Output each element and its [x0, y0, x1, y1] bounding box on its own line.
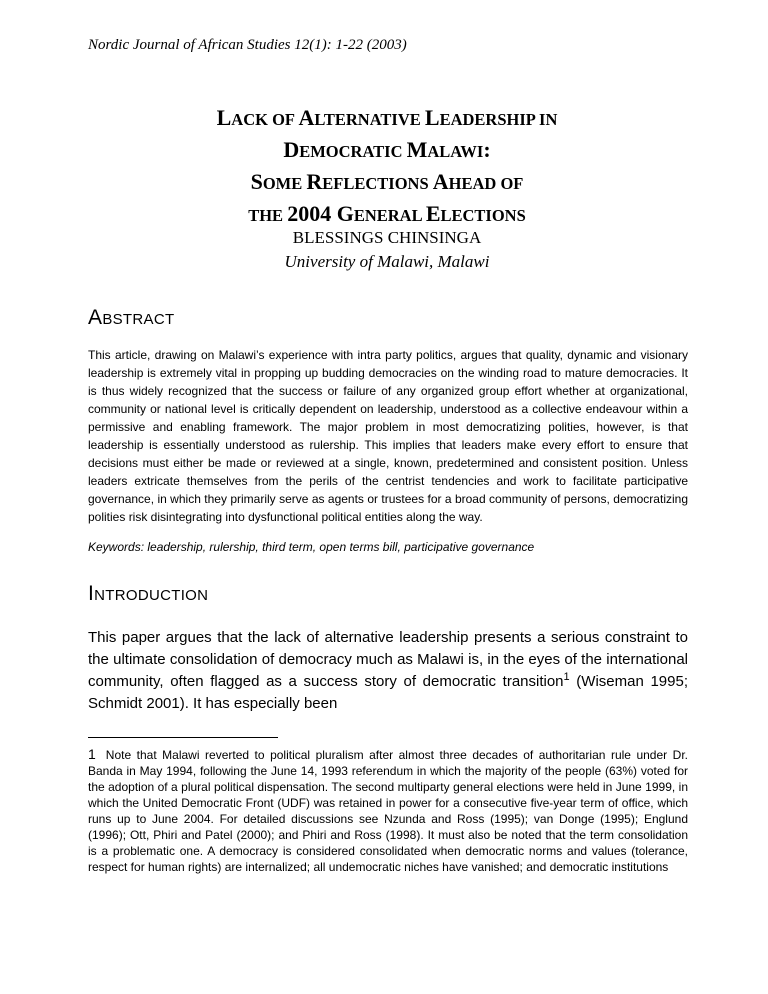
title-line-3 — [88, 167, 686, 199]
heading-text: I — [88, 582, 95, 605]
title-text: S — [250, 169, 263, 194]
title-text: ACK OF — [231, 110, 299, 129]
title-line-1 — [88, 103, 686, 135]
footnote-text: Note that Malawi reverted to political pluralism after almost three decades of authoritarian rule under Dr. Banda in May 1994, following the June 14, 1993 referendum in which the majority of the people (63%) voted for the adoption of a plural political dispensation. The second multiparty general elections were held in June 1999, in which the United Democratic Front (UDF) was retained in power for a consecutive five-year term of office, which runs up to June 2004. For detailed discussions see Nzunda and Ross (1995); van Donge (1995); Englund (1996); Ott, Phiri and Patel (2000); and Phiri and Ross (1998). It must also be noted that the term consolidation is a problematic one. A democracy is considered consolidated when democratic norms and values (tolerance, respect for human rights) are internalized; all undemocratic niches have vanished; and democratic institutions — [88, 748, 688, 874]
title-text: ENERAL — [353, 206, 426, 225]
footnote-1 — [88, 746, 688, 875]
body-text: This paper argues that the lack of alternative leadership presents a serious constraint to the ultimate consolidation of democracy much as Malawi is, in the eyes of the international community, often flagged as a success story of democratic transition — [88, 629, 688, 690]
title-text: D — [283, 137, 300, 162]
footnote-number: 1 — [88, 746, 96, 762]
title-line-2 — [88, 135, 686, 167]
footnote-divider — [88, 737, 278, 738]
introduction-text — [88, 627, 688, 715]
title-text: A — [298, 105, 315, 130]
title-text: HEAD OF — [448, 174, 524, 193]
abstract-text: This article, drawing on Malawi’s experience with intra party politics, argues that quality, dynamic and visionary leadership is extremely vital in propping up budding democracies on the winding road to mature democracies. It is thus widely recognized that the success or failure of any organized group effort whether at organizational, community or national level is critically dependent on leadership, understood as a collective endeavour within a permissive and enabling framework. The major problem in most democratizing polities, however, is that leadership is essentially understood as rulership. This implies that leaders make every effort to ensure that decisions must either be made or reviewed at a single, known, predetermined and consistent position. Unless leaders extricate themselves from the perils of the centrist tendencies and work to facilitate participative governance, in which they primarily serve as agents or trustees for a broad community of persons, democratizing polities risk disintegrating into dysfunctional political entities along the way. — [88, 348, 688, 524]
title-text: THE — [248, 206, 288, 225]
body-text: (Wiseman 1995; Schmidt 2001). It has especially been — [88, 673, 688, 712]
title-text: L — [424, 105, 440, 130]
title-text: L — [216, 105, 232, 130]
title-text: EADERSHIP IN — [439, 110, 558, 129]
title-text: ALAWI — [427, 142, 484, 161]
title-text: LTERNATIVE — [314, 110, 425, 129]
title-text: LECTIONS — [440, 206, 526, 225]
title-text: 2004 — [287, 201, 332, 226]
title-text: E — [425, 201, 441, 226]
title-text: OME — [262, 174, 307, 193]
title-text: R — [306, 169, 323, 194]
title-text: G — [336, 201, 354, 226]
abstract-heading — [88, 307, 688, 331]
footnote-reference[interactable]: 1 — [563, 671, 570, 683]
paper-title — [88, 103, 686, 231]
heading-text: A — [88, 306, 103, 329]
author-name: BLESSINGS CHINSINGA — [292, 228, 482, 247]
title-text: EMOCRATIC — [299, 142, 407, 161]
keywords: Keywords: leadership, rulership, third term, open terms bill, participative governance — [88, 540, 535, 554]
introduction-heading — [88, 583, 688, 607]
title-line-4 — [88, 199, 686, 231]
heading-text: NTRODUCTION — [94, 587, 209, 604]
journal-header: Nordic Journal of African Studies 12(1): 1-22 (2003) — [88, 37, 407, 53]
author-affiliation: University of Malawi, Malawi — [284, 252, 490, 271]
title-text: : — [483, 137, 491, 162]
title-text: M — [406, 137, 428, 162]
heading-text: BSTRACT — [102, 311, 175, 328]
title-text: EFLECTIONS — [322, 174, 433, 193]
title-text: A — [432, 169, 449, 194]
